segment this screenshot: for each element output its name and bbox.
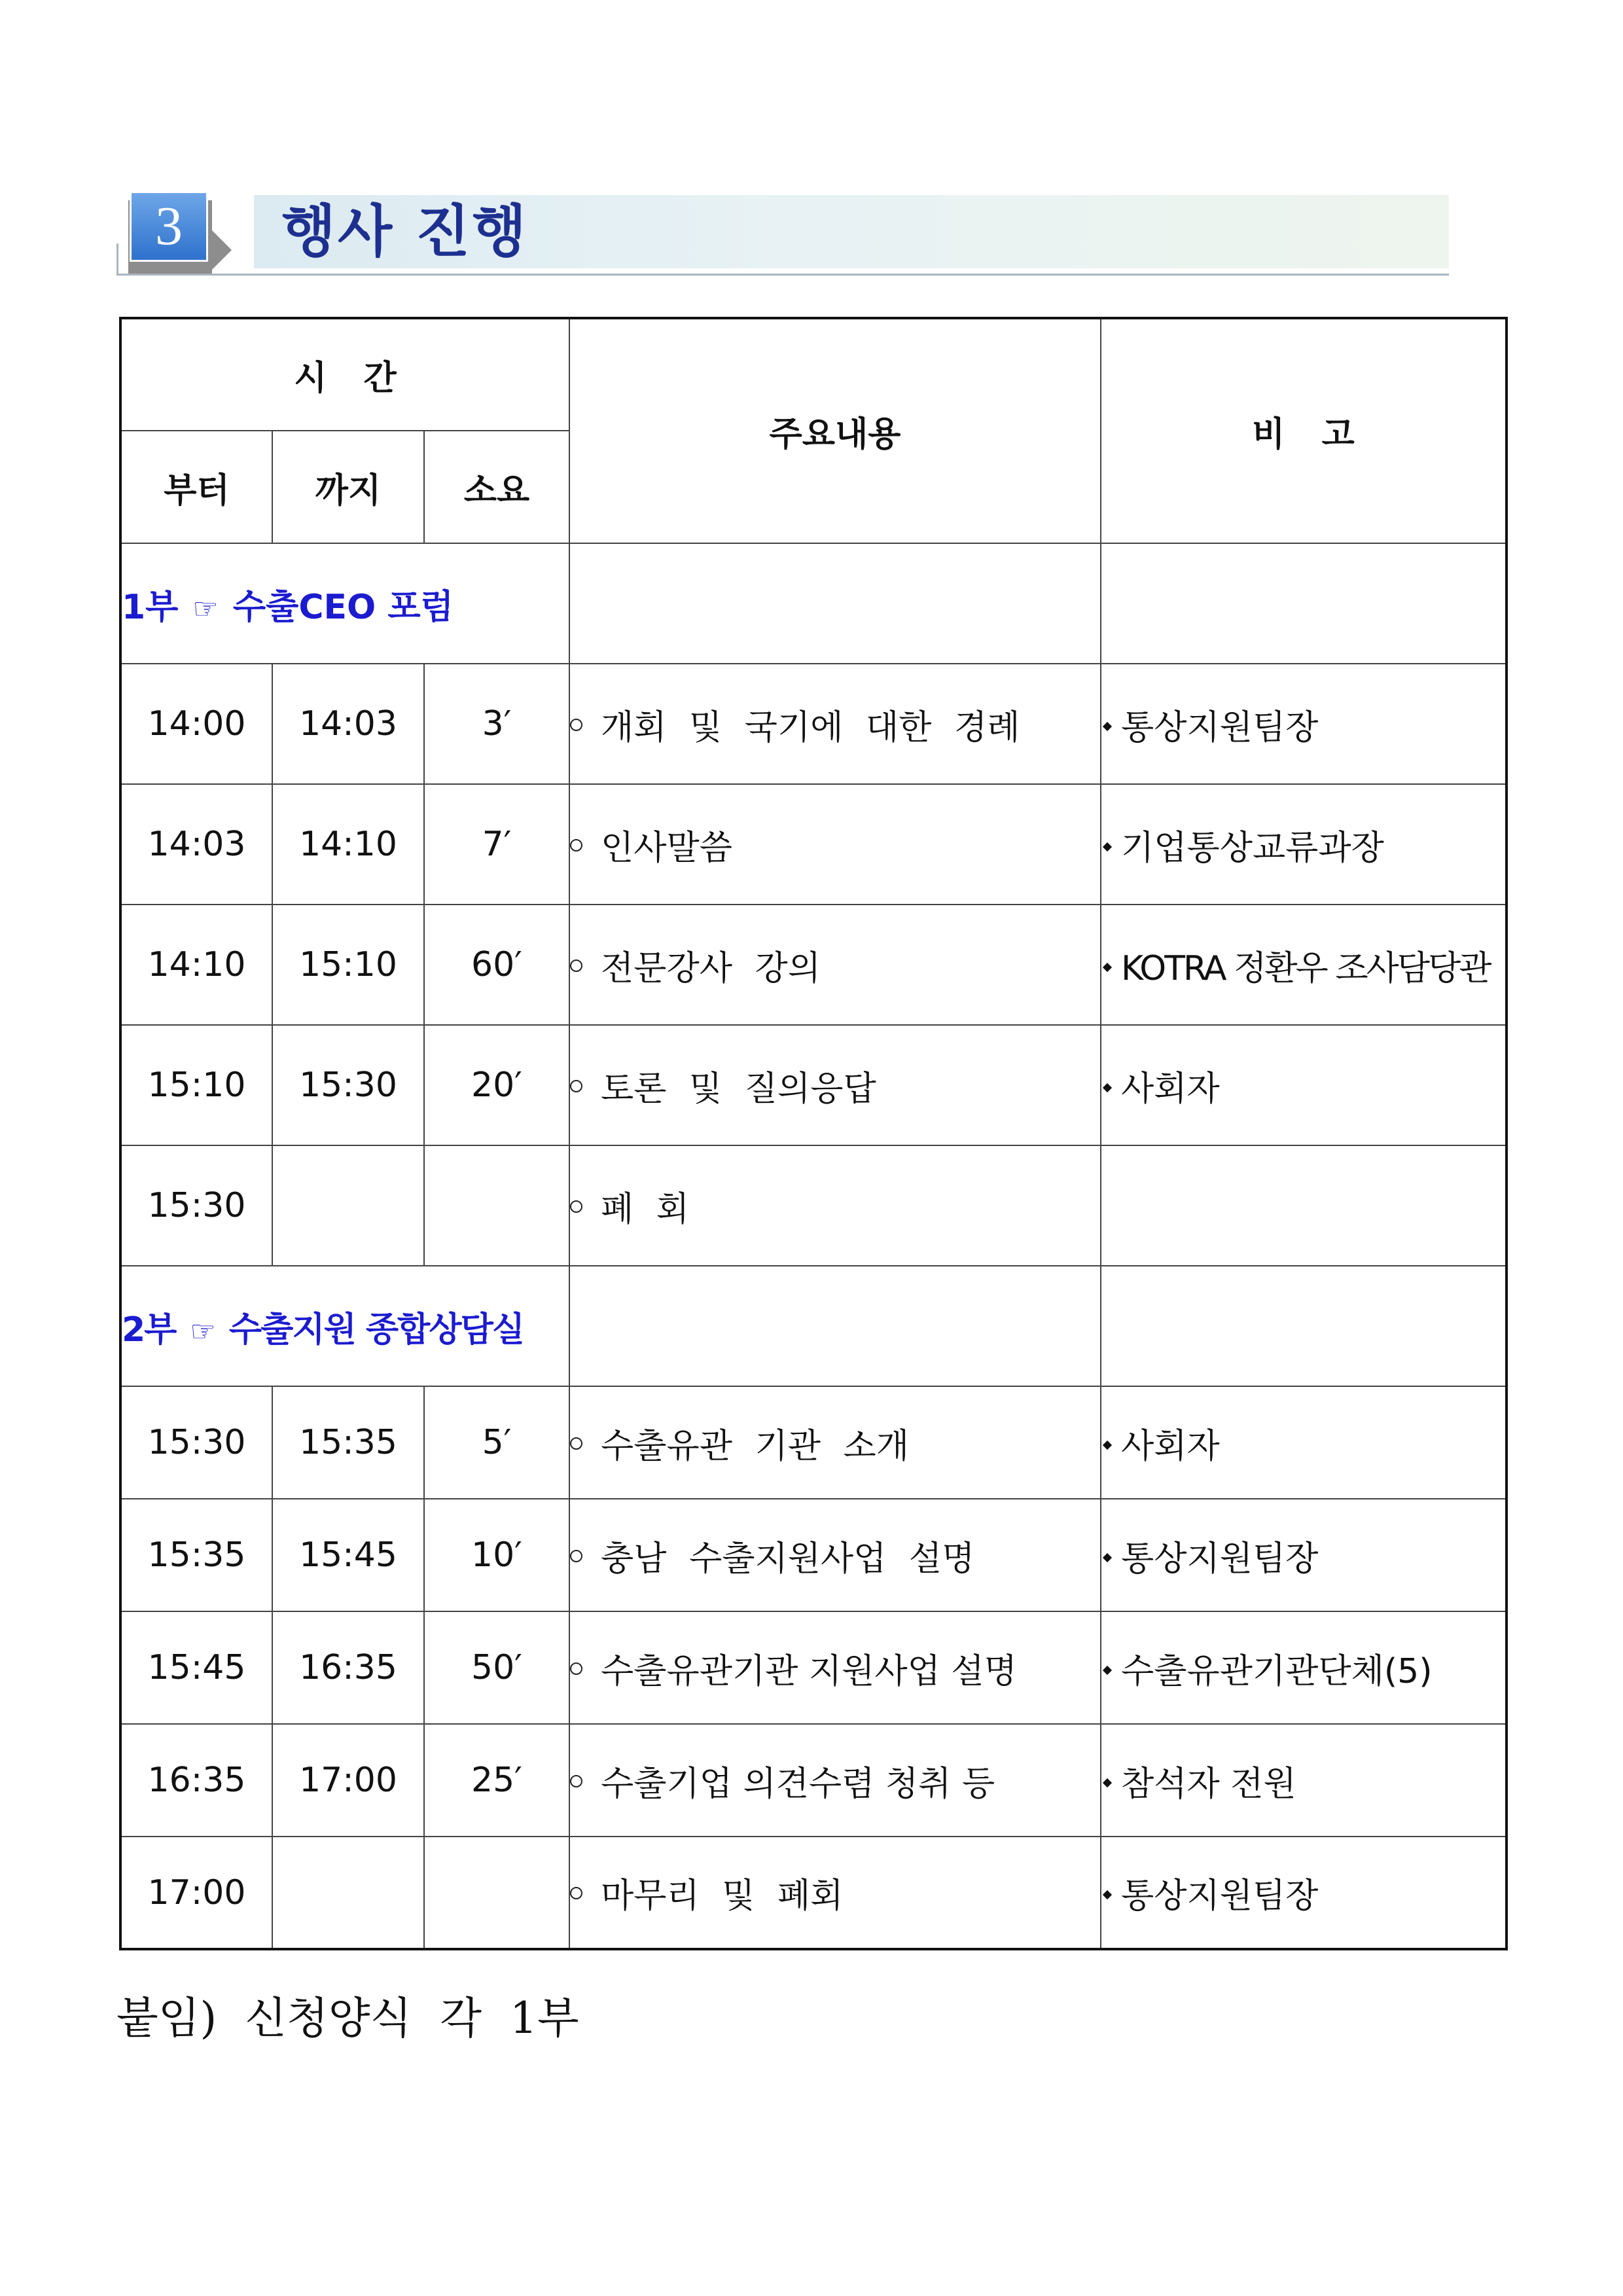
circle-bullet-icon [570,1775,582,1787]
table-row [120,1837,1507,1949]
to-cell [272,1837,424,1949]
note-cell [1101,1025,1507,1145]
content-cell [569,1724,1101,1837]
part1-row [120,543,1507,664]
empty-cell [569,543,1101,664]
schedule-table [119,317,1508,1950]
from-cell: 15:35 [120,1499,272,1611]
to-cell: 14:03 [272,664,424,784]
diamond-bullet-icon [1103,1552,1112,1562]
note-header: 비고 [1101,318,1507,543]
note-text: 통상지원팀장 [1121,1876,1319,1916]
diamond-bullet-icon [1103,1778,1112,1787]
diamond-bullet-icon [1103,1665,1112,1674]
from-cell: 17:00 [120,1837,272,1949]
duration-header: 소요 [424,431,569,543]
from-cell: 14:10 [120,905,272,1025]
attachment-note: 붙임) 신청양식 각 1부 [116,1993,579,2043]
circle-bullet-icon [570,719,582,731]
to-header: 까지 [272,431,424,543]
content-text: 마무리 및 폐회 [601,1876,844,1916]
duration-cell: 3′ [424,664,569,784]
to-cell: 17:00 [272,1724,424,1837]
content-cell [569,1499,1101,1611]
time-group-header: 시간 [120,318,569,431]
content-cell [569,1837,1101,1949]
content-cell [569,664,1101,784]
part2-title-cell [120,1266,569,1386]
duration-cell: 50′ [424,1611,569,1724]
note-text: 참석자 전원 [1121,1764,1296,1804]
table-row [120,1611,1507,1724]
part2-title: 수출지원 종합상담실 [228,1310,524,1350]
table-row [120,1499,1507,1611]
circle-bullet-icon [570,1437,582,1450]
note-cell [1101,905,1507,1025]
to-cell: 16:35 [272,1611,424,1724]
pointing-hand-icon: ☞ [190,1314,215,1348]
content-cell [569,1386,1101,1499]
table-row [120,664,1507,784]
content-header: 주요내용 [569,318,1101,543]
content-text: 토론 및 질의응답 [601,1069,876,1109]
part1-title: 수출CEO 포럼 [232,587,454,627]
content-cell [569,1611,1101,1724]
from-header: 부터 [120,431,272,543]
circle-bullet-icon [570,1550,582,1562]
from-cell: 14:03 [120,784,272,905]
content-text: 수출유관기관 지원사업 설명 [601,1651,1017,1691]
from-cell: 14:00 [120,664,272,784]
empty-cell [1101,543,1507,664]
part2-label: 2부 [122,1310,176,1350]
note-cell [1101,1611,1507,1724]
content-cell [569,905,1101,1025]
note-cell [1101,1837,1507,1949]
diamond-bullet-icon [1103,842,1112,851]
content-text: 수출유관 기관 소개 [601,1426,909,1466]
duration-cell: 5′ [424,1386,569,1499]
content-text: 수출기업 의견수렴 청취 등 [601,1764,995,1804]
duration-cell [424,1837,569,1949]
from-cell: 16:35 [120,1724,272,1837]
table-row [120,1145,1507,1266]
diamond-bullet-icon [1103,962,1112,971]
circle-bullet-icon [570,1200,582,1213]
content-text: 인사말씀 [601,828,732,868]
content-text: 개회 및 국기에 대한 경례 [601,708,1020,747]
header-row-1 [120,318,1507,431]
from-cell: 15:30 [120,1145,272,1266]
duration-cell: 60′ [424,905,569,1025]
header-bracket [116,243,118,275]
table-row [120,1386,1507,1499]
table-row [120,1724,1507,1837]
part2-row [120,1266,1507,1386]
duration-cell: 7′ [424,784,569,905]
duration-cell: 20′ [424,1025,569,1145]
pointing-hand-icon: ☞ [192,592,219,626]
note-cell [1101,1386,1507,1499]
content-cell [569,1145,1101,1266]
circle-bullet-icon [570,1662,582,1675]
to-cell: 14:10 [272,784,424,905]
note-text: 통상지원팀장 [1121,1539,1319,1579]
triangle-arrow-icon [212,230,232,270]
section-title: 행사 진행 [281,199,529,264]
note-cell [1101,1145,1507,1266]
to-cell: 15:45 [272,1499,424,1611]
note-text: 기업통상교류과장 [1121,828,1384,868]
circle-bullet-icon [570,839,582,852]
section-number: 3 [130,191,208,262]
content-text: 전문강사 강의 [601,948,821,988]
to-cell: 15:10 [272,905,424,1025]
content-cell [569,1025,1101,1145]
header-underline [116,274,1449,276]
note-cell [1101,784,1507,905]
from-cell: 15:45 [120,1611,272,1724]
empty-cell [569,1266,1101,1386]
from-cell: 15:30 [120,1386,272,1499]
diamond-bullet-icon [1103,1890,1112,1899]
duration-cell: 25′ [424,1724,569,1837]
diamond-bullet-icon [1103,1083,1112,1092]
part1-label: 1부 [122,587,179,627]
from-cell: 15:10 [120,1025,272,1145]
note-text: KOTRA 정환우 조사담당관 [1121,948,1490,988]
table-row [120,784,1507,905]
section-header [116,191,1452,279]
content-text: 충남 수출지원사업 설명 [601,1539,975,1579]
note-text: 수출유관기관단체(5) [1121,1651,1433,1691]
empty-cell [1101,1266,1507,1386]
table-row [120,1025,1507,1145]
content-text: 폐 회 [601,1189,690,1229]
duration-cell [424,1145,569,1266]
note-cell [1101,1499,1507,1611]
circle-bullet-icon [570,960,582,972]
to-cell: 15:35 [272,1386,424,1499]
note-cell [1101,1724,1507,1837]
table-row [120,905,1507,1025]
diamond-bullet-icon [1103,1440,1112,1449]
diamond-bullet-icon [1103,721,1112,730]
note-text: 통상지원팀장 [1121,708,1319,747]
note-text: 사회자 [1121,1069,1220,1109]
note-text: 사회자 [1121,1426,1220,1466]
circle-bullet-icon [570,1080,582,1092]
note-cell [1101,664,1507,784]
content-cell [569,784,1101,905]
duration-cell: 10′ [424,1499,569,1611]
part1-title-cell [120,543,569,664]
circle-bullet-icon [570,1887,582,1899]
to-cell: 15:30 [272,1025,424,1145]
to-cell [272,1145,424,1266]
